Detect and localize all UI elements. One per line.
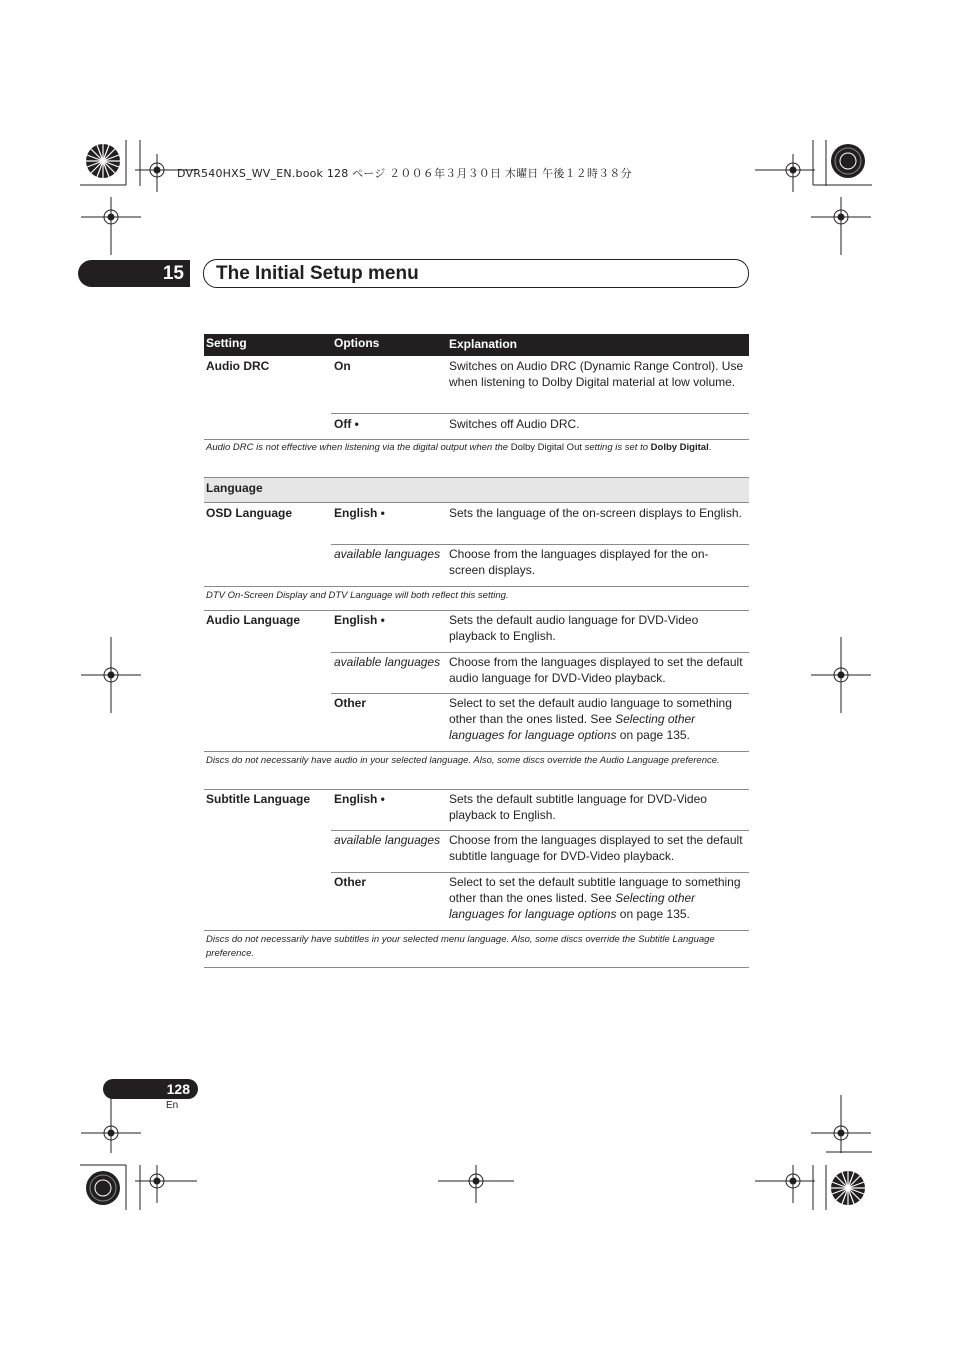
- option-english: English •: [334, 506, 385, 520]
- explanation-on: Switches on Audio DRC (Dynamic Range Control). Use when listening to Dolby Digital material at low volume.: [449, 359, 744, 389]
- option-english: English •: [334, 792, 385, 806]
- chapter-title: The Initial Setup menu: [216, 263, 419, 284]
- section-language: [204, 477, 749, 503]
- note-audio-drc: Audio DRC is not effective when listening via the digital output when the Dolby Digital Out setting is set to Dolby Digital.: [206, 442, 712, 453]
- link-selecting-other-languages: Selecting other languages for language options: [449, 712, 696, 742]
- explanation-audio-other: Select to set the default audio language to something other than the ones listed. See Selecting other languages for language options on page 135.: [449, 696, 732, 742]
- option-available-languages: available languages: [334, 833, 441, 847]
- explanation-subtitle-other: Select to set the default subtitle language to something other than the ones listed. See Selecting other languages for language options on page 135.: [449, 875, 741, 921]
- section-language-label: Language: [206, 481, 263, 495]
- explanation-subtitle-english: Sets the default subtitle language for DVD-Video playback to English.: [449, 792, 707, 822]
- explanation-audio-available: Choose from the languages displayed to set the default audio language for DVD-Video playback.: [449, 655, 743, 685]
- explanation-subtitle-available: Choose from the languages displayed to set the default subtitle language for DVD-Video playback.: [449, 833, 743, 863]
- row-divider: [204, 610, 749, 611]
- page-number: 128: [166, 1081, 190, 1097]
- option-available-languages: available languages: [334, 655, 441, 669]
- file-header: DVR540HXS_WV_EN.book 128 ページ ２００６年３月３０日 木曜日 午後１２時３８分: [177, 167, 632, 180]
- row-divider: [331, 830, 749, 831]
- explanation-off: Switches off Audio DRC.: [449, 417, 580, 431]
- setting-subtitle-language: Subtitle Language: [206, 792, 311, 806]
- chapter-number: 15: [162, 263, 184, 284]
- header-setting: Setting: [206, 336, 247, 350]
- explanation-audio-english: Sets the default audio language for DVD-Video playback to English.: [449, 613, 699, 643]
- row-divider: [331, 872, 749, 873]
- row-divider: [331, 652, 749, 653]
- row-divider: [204, 751, 749, 752]
- option-english: English •: [334, 613, 385, 627]
- row-divider: [204, 586, 749, 587]
- header-explanation: Explanation: [449, 337, 518, 351]
- option-off: Off •: [334, 417, 359, 431]
- row-divider: [204, 967, 749, 968]
- link-selecting-other-languages: Selecting other languages for language options: [449, 891, 696, 921]
- row-divider: [204, 439, 749, 440]
- settings-table: [204, 334, 749, 959]
- table-header: [204, 334, 749, 356]
- row-divider: [204, 789, 749, 790]
- option-other: Other: [334, 875, 367, 889]
- setting-osd-language: OSD Language: [206, 506, 293, 520]
- row-divider: [331, 693, 749, 694]
- row-divider: [331, 413, 749, 414]
- option-on: On: [334, 359, 351, 373]
- option-available-languages: available languages: [334, 547, 441, 561]
- explanation-osd-english: Sets the language of the on-screen displays to English.: [449, 506, 742, 520]
- page-number-tab: [103, 1079, 198, 1099]
- chapter-tab: [78, 260, 190, 287]
- setting-audio-drc: Audio DRC: [206, 359, 270, 373]
- row-divider: [331, 544, 749, 545]
- row-divider: [204, 930, 749, 931]
- page-language: En: [166, 1100, 179, 1111]
- setting-audio-language: Audio Language: [206, 613, 300, 627]
- note-osd: DTV On-Screen Display and DTV Language will both reflect this setting.: [206, 590, 509, 601]
- note-subtitle-language: Discs do not necessarily have subtitles in your selected menu language. Also, some discs override the Subtitle Language preference.: [206, 934, 715, 959]
- header-options: Options: [334, 336, 380, 350]
- note-audio-language: Discs do not necessarily have audio in your selected language. Also, some discs override the Audio Language preference.: [206, 755, 720, 766]
- explanation-osd-available: Choose from the languages displayed for the on-screen displays.: [449, 547, 709, 577]
- option-other: Other: [334, 696, 367, 710]
- chapter-title-box: [203, 259, 749, 288]
